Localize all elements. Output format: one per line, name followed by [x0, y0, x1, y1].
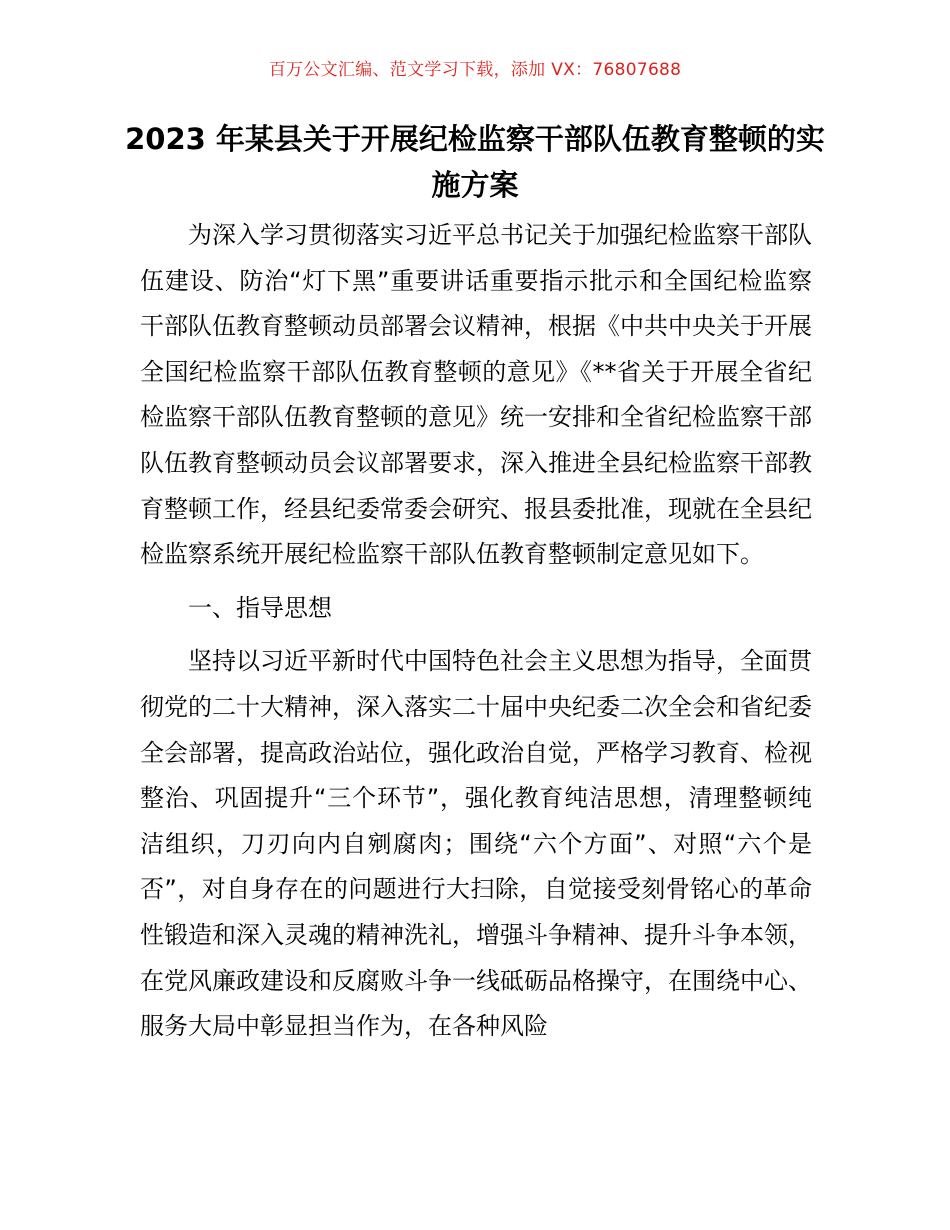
watermark-banner: 百万公文汇编、范文学习下载，添加 VX：76807688: [268, 60, 682, 80]
section-heading-guiding-ideology: 一、指导思想: [188, 593, 332, 622]
intro-paragraph: 为深入学习贯彻落实习近平总书记关于加强纪检监察干部队伍建设、防治“灯下黑”重要讲话重要指示批示和全国纪检监察干部队伍教育整顿动员部署会议精神，根据《中共中央关于开展全国纪检监察干部队伍教育整顿的意见》《**省关于开展全省纪检监察干部队伍教育整顿的意见》统一安排和全省纪检监察干部队伍教育整顿动员会议部署要求，深入推进全县纪检监察干部教育整顿工作，经县纪委常委会研究、报县委批准，现就在全县纪检监察系统开展纪检监察干部队伍教育整顿制定意见如下。: [140, 221, 812, 569]
section-paragraph-guiding-ideology: 坚持以习近平新时代中国特色社会主义思想为指导，全面贯彻党的二十大精神，深入落实二十届中央纪委二次全会和省纪委全会部署，提高政治站位，强化政治自觉，严格学习教育、检视整治、巩固提升“三个环节”，强化教育纯洁思想，清理整顿纯洁组织，刀刃向内自剜腐肉；围绕“六个方面”、对照“六个是否”，对自身存在的问题进行大扫除，自觉接受刻骨铭心的革命性锻造和深入灵魂的精神洗礼，增强斗争精神、提升斗争本领，在党风廉政建设和反腐败斗争一线砥砺品格操守，在围绕中心、服务大局中彰显担当作为，在各种风险: [140, 647, 812, 1041]
document-title: 2023 年某县关于开展纪检监察干部队伍教育整顿的实施方案: [125, 122, 825, 202]
document-body: [140, 213, 812, 1050]
